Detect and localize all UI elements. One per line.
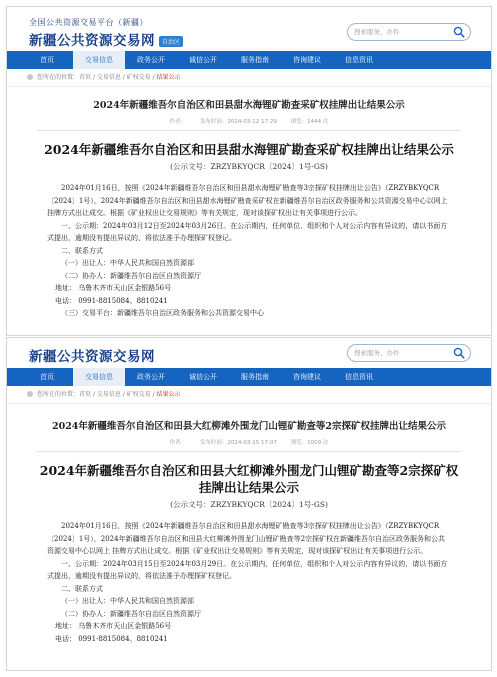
document-title: 2024年新疆维吾尔自治区和田县大红柳滩外围龙门山锂矿勘查等2宗探矿权挂牌出让结果公示	[39, 463, 459, 495]
site-logo[interactable]	[29, 344, 155, 365]
nav-trade-info[interactable]: 交易信息	[73, 51, 125, 69]
paragraph: 一、公示期：2024年03月15日至2024年03月29日。在公示期内，任何单位，组织和个人对公示内容有异议的，请以书面方式提出，逾期没有提出异议的，将依法准予办理探矿权登记。	[47, 559, 448, 580]
nav-news[interactable]: 信息资讯	[345, 373, 373, 381]
contact-transferor: （一）出让人：中华人民共和国自然资源部	[61, 597, 194, 605]
location-icon	[27, 74, 33, 80]
search-icon[interactable]	[453, 26, 465, 38]
contact-coorganizer: （二）协办人：新疆维吾尔自治区自然资源厅	[61, 609, 201, 618]
article-meta	[37, 117, 461, 131]
meta-author: 作者：	[169, 440, 187, 446]
contact-platform: （三）交易平台：新疆维吾尔自治区政务服务和公共资源交易中心	[61, 309, 264, 317]
search-box	[347, 344, 471, 362]
breadcrumb-current: 结果公示	[156, 74, 181, 81]
contact-heading: 二、联系方式	[61, 246, 103, 255]
site-header	[7, 338, 491, 368]
nav-consult[interactable]: 咨询建议	[293, 373, 321, 381]
article-heading: 2024年新疆维吾尔自治区和田县甜水海锂矿勘查采矿权挂牌出让结果公示	[93, 100, 405, 111]
search-input[interactable]	[354, 26, 450, 38]
nav-consult[interactable]: 咨询建议	[293, 56, 321, 64]
main-nav	[7, 368, 491, 386]
meta-views: 浏览：1009 次	[290, 440, 329, 446]
location-icon	[27, 391, 33, 397]
article-heading: 2024年新疆维吾尔自治区和田县大红柳滩外围龙门山锂矿勘查等2宗探矿权挂牌出让结果公示	[51, 421, 447, 432]
meta-views: 浏览：1444 次	[290, 119, 329, 125]
region-badge: 自治区	[159, 36, 183, 47]
search-input[interactable]	[354, 347, 450, 359]
breadcrumb-current: 结果公示	[156, 391, 181, 398]
meta-time: 发布时间：2024-03-12 17:29	[199, 119, 277, 125]
meta-time: 发布时间：2024-03-15 17:07	[199, 440, 277, 446]
contact-phone: 电话： 0991-8815084、8810241	[55, 634, 168, 643]
contact-heading: 二、联系方式	[61, 584, 103, 593]
screenshot-bottom	[6, 337, 492, 671]
breadcrumb-path[interactable]: 您所在的位置：首页 / 交易信息 / 矿权交易 /	[37, 391, 157, 398]
nav-credit[interactable]: 诚信公开	[189, 56, 217, 64]
article-body	[7, 520, 491, 645]
nav-gov-affairs[interactable]: 政务公开	[137, 373, 165, 381]
nav-service-guide[interactable]: 服务指南	[241, 373, 269, 381]
paragraph: 2024年01月16日，按照《2024年新疆维吾尔自治区和田县甜水海锂矿勘查等3宗探矿权挂牌出让公告》（ZRZYBKYQCR〔2024〕1号），2024年新疆维吾尔自治区和田县甜水海锂矿勘查采矿权在新疆维吾尔自治区政务服务和公共资源交易中心以网上 挂牌方式出让成交。根据《矿业权出让交易规则》等有关规定，现对该探矿权出让有关事项进行公示。	[47, 184, 448, 217]
search-icon[interactable]	[453, 347, 465, 359]
nav-service-guide[interactable]: 服务指南	[241, 56, 269, 64]
logo-title: 新疆公共资源交易网	[29, 33, 155, 49]
nav-credit[interactable]: 诚信公开	[189, 373, 217, 381]
contact-address: 地址： 乌鲁木齐市天山区金银路56号	[55, 284, 172, 292]
contact-address: 地址： 乌鲁木齐市天山区金银路56号	[55, 622, 172, 630]
site-logo[interactable]	[29, 17, 183, 49]
breadcrumb	[7, 69, 491, 87]
breadcrumb-path[interactable]: 您所在的位置：首页 / 交易信息 / 矿权交易 /	[37, 74, 157, 81]
document-title: 2024年新疆维吾尔自治区和田县甜水海锂矿勘查采矿权挂牌出让结果公示	[44, 142, 454, 157]
nav-home[interactable]: 首页	[40, 373, 54, 381]
site-header	[7, 7, 491, 51]
paragraph: 2024年01月16日，按照《2024年新疆维吾尔自治区和田县甜水海锂矿勘查等3宗探矿权挂牌出让公告》（ZRZYBKYQCR〔2024〕1号），2024年新疆维吾尔自治区和田县大红柳滩外围龙门山锂矿勘查等2宗探矿权在新疆维吾尔自治区政务服务和公共资源交易中心以网上 挂牌方式出让成交。根据《矿业权出让交易规则》等有关规定，现对该探矿权出让有关事项进行公示。	[47, 522, 446, 555]
contact-transferor: （一）出让人：中华人民共和国自然资源部	[61, 259, 194, 267]
nav-gov-affairs[interactable]: 政务公开	[137, 56, 165, 64]
nav-home[interactable]: 首页	[40, 56, 54, 64]
main-nav	[7, 51, 491, 69]
article-body	[7, 182, 491, 320]
contact-phone: 电话： 0991-8815084、8810241	[55, 296, 168, 305]
screenshot-top	[6, 6, 492, 336]
contact-coorganizer: （二）协办人：新疆维吾尔自治区自然资源厅	[61, 271, 201, 280]
paragraph: 一、公示期：2024年03月12日至2024年03月26日。在公示期内，任何单位、组织和个人对公示内容有异议的，请以书面方式提出，逾期没有提出异议的，将依法准予办理探矿权登记。	[47, 221, 448, 242]
search-box	[347, 23, 471, 41]
logo-title: 新疆公共资源交易网	[29, 349, 155, 365]
logo-subtitle: 全国公共资源交易平台（新疆）	[29, 18, 148, 27]
nav-trade-info[interactable]: 交易信息	[73, 368, 125, 386]
breadcrumb	[7, 386, 491, 404]
meta-author: 作者：	[169, 119, 187, 125]
document-number: (公示文号：ZRZYBKYQCR〔2024〕1号-GS)	[170, 500, 328, 509]
nav-news[interactable]: 信息资讯	[345, 56, 373, 64]
article-meta	[37, 438, 461, 452]
document-number: (公示文号：ZRZYBKYQCR〔2024〕1号-GS)	[170, 162, 328, 171]
